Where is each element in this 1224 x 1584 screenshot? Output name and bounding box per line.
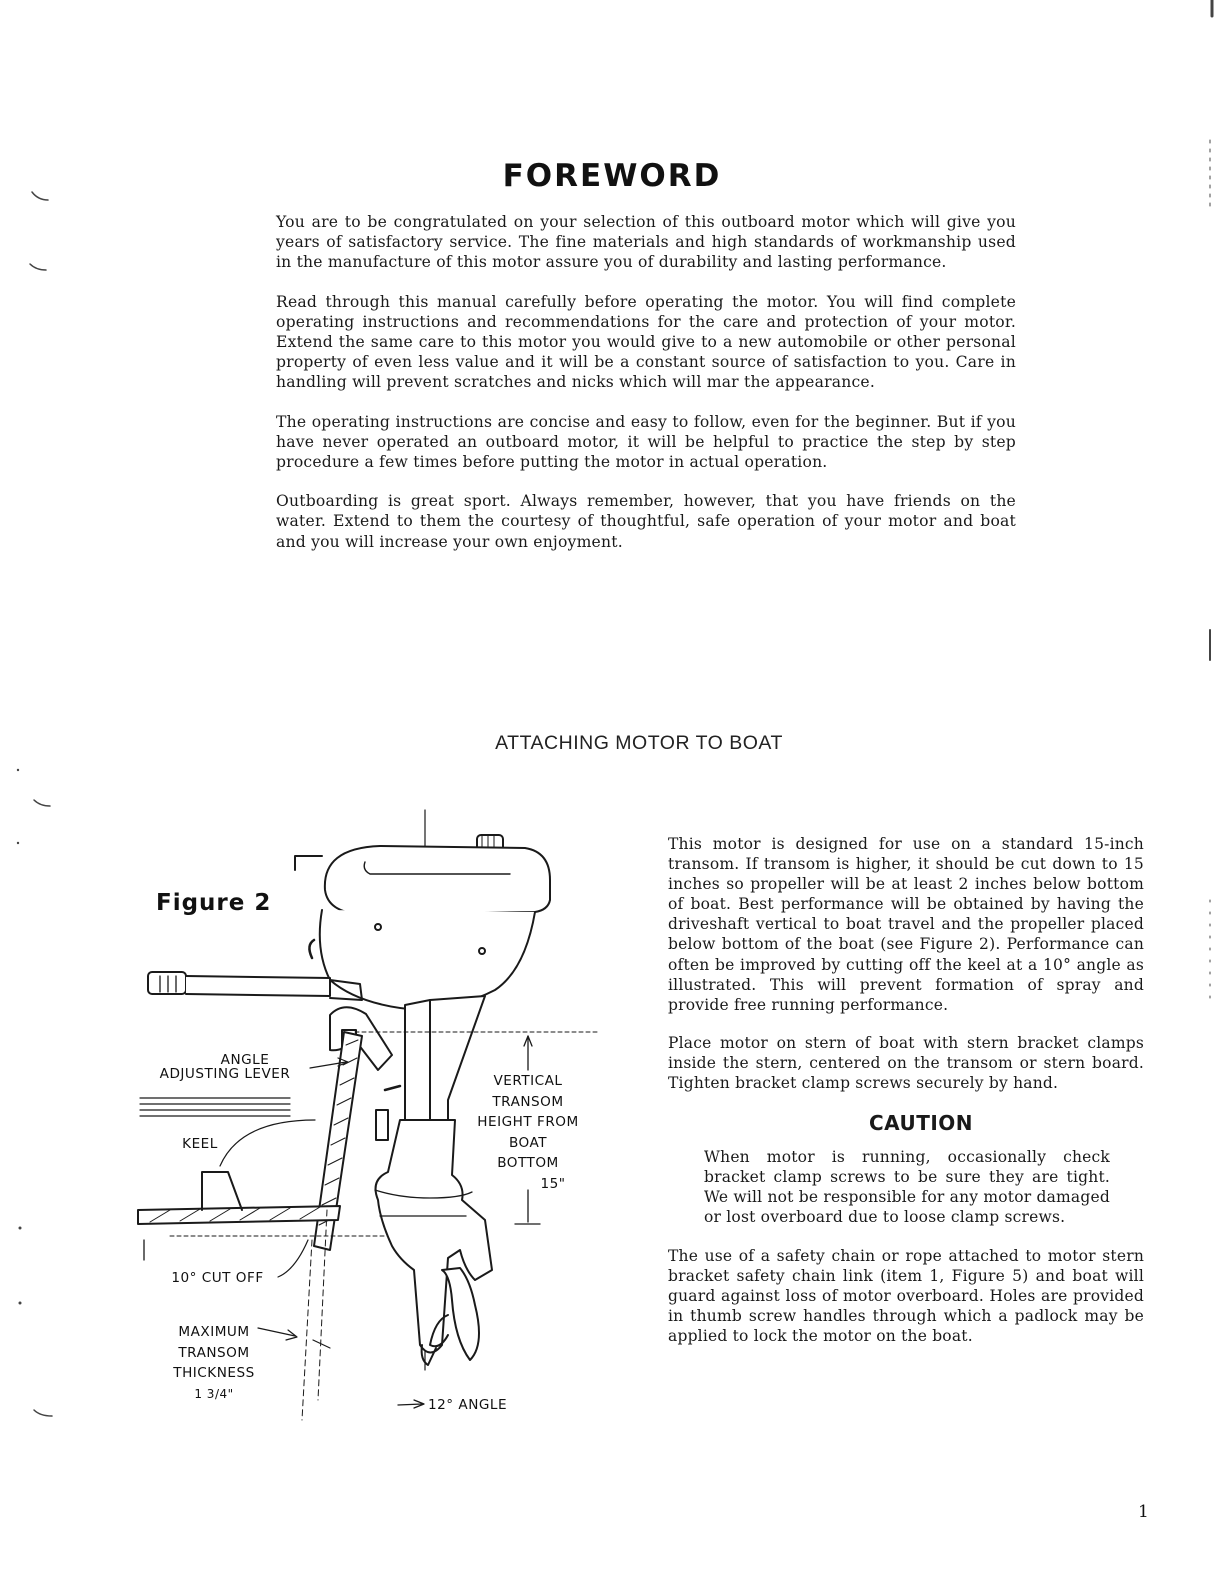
callout-line: HEIGHT FROM — [477, 1114, 579, 1130]
figure-label: Figure 2 — [156, 890, 272, 916]
angle-callout: 12° ANGLE — [428, 1397, 508, 1413]
callout-line: ADJUSTING LEVER — [159, 1066, 291, 1082]
callout-line: THICKNESS — [173, 1365, 255, 1381]
page-number: 1 — [1138, 1502, 1149, 1522]
foreword-paragraph: Outboarding is great sport. Always remember, however, that you have friends on the water. Extend to them the courtesy of thoughtful, safe operation of your motor and boat and you will increase your own enjoyment. — [276, 492, 1016, 551]
caution-heading: CAUTION — [868, 1111, 974, 1136]
caution-text: When motor is running, occasionally check bracket clamp screws to be sure they are tight. We will not be responsible for any motor damaged or lost overboard due to loose clamp screws. — [704, 1148, 1110, 1227]
body-paragraph: The use of a safety chain or rope attached to motor stern bracket safety chain link (item 1, Figure 5) and boat will guard against loss of motor overboard. Holes are provided in thumb screw handles through which a padlock may be applied to lock the motor on the boat. — [668, 1246, 1144, 1345]
callout-line: TRANSOM — [178, 1344, 250, 1361]
body-paragraph: This motor is designed for use on a standard 15-inch transom. If transom is higher, it should be cut down to 15 inches so propeller will be at least 2 inches below bottom of boat. Best performance will be obtained by having the driveshaft vertical to boat travel and the propeller placed below bottom of the boat (see Figure 2). Performance can often be improved by cutting off the keel at a 10° angle as illustrated. This will prevent formation of spray and provide free running performance. — [668, 835, 1144, 1014]
body-paragraph: Place motor on stern of boat with stern bracket clamps inside the stern, centered on the transom or stern board. Tighten bracket clamp screws securely by hand. — [668, 1033, 1144, 1093]
callout-line: 1 3/4" — [194, 1386, 234, 1401]
foreword-paragraph: The operating instructions are concise and easy to follow, even for the beginner. But if you have never operated an outboard motor, it will be helpful to practice the step by step procedure a few times before putting the motor in actual operation. — [276, 412, 1016, 472]
callout-line: MAXIMUM — [178, 1324, 250, 1340]
keel-callout: KEEL — [182, 1136, 218, 1152]
callout-line: BOTTOM — [497, 1155, 559, 1171]
callout-line: VERTICAL — [493, 1073, 563, 1089]
foreword-paragraph: You are to be congratulated on your selection of this outboard motor which will give you years of satisfactory service. The fine materials and high standards of workmanship used in the manufacture of this motor assure you of durability and lasting performance. — [276, 213, 1016, 272]
callout-line: ANGLE — [220, 1052, 270, 1068]
foreword-paragraph: Read through this manual carefully before operating the motor. You will find complete operating instructions and recommendations for the care and protection of your motor. Extend the same care to this motor you would give to a new automobile or other personal property of even less value and it will be a constant source of satisfaction to you. Care in handling will prevent scratches and nicks which will mar the appearance. — [276, 292, 1016, 392]
callout-line: BOAT — [508, 1134, 548, 1151]
section-heading: ATTACHING MOTOR TO BOAT — [495, 732, 783, 754]
page-title: FOREWORD — [502, 158, 722, 194]
callout-line: TRANSOM — [492, 1093, 564, 1110]
callout-line: 15" — [540, 1175, 566, 1192]
cut-off-callout: 10° CUT OFF — [171, 1270, 264, 1286]
